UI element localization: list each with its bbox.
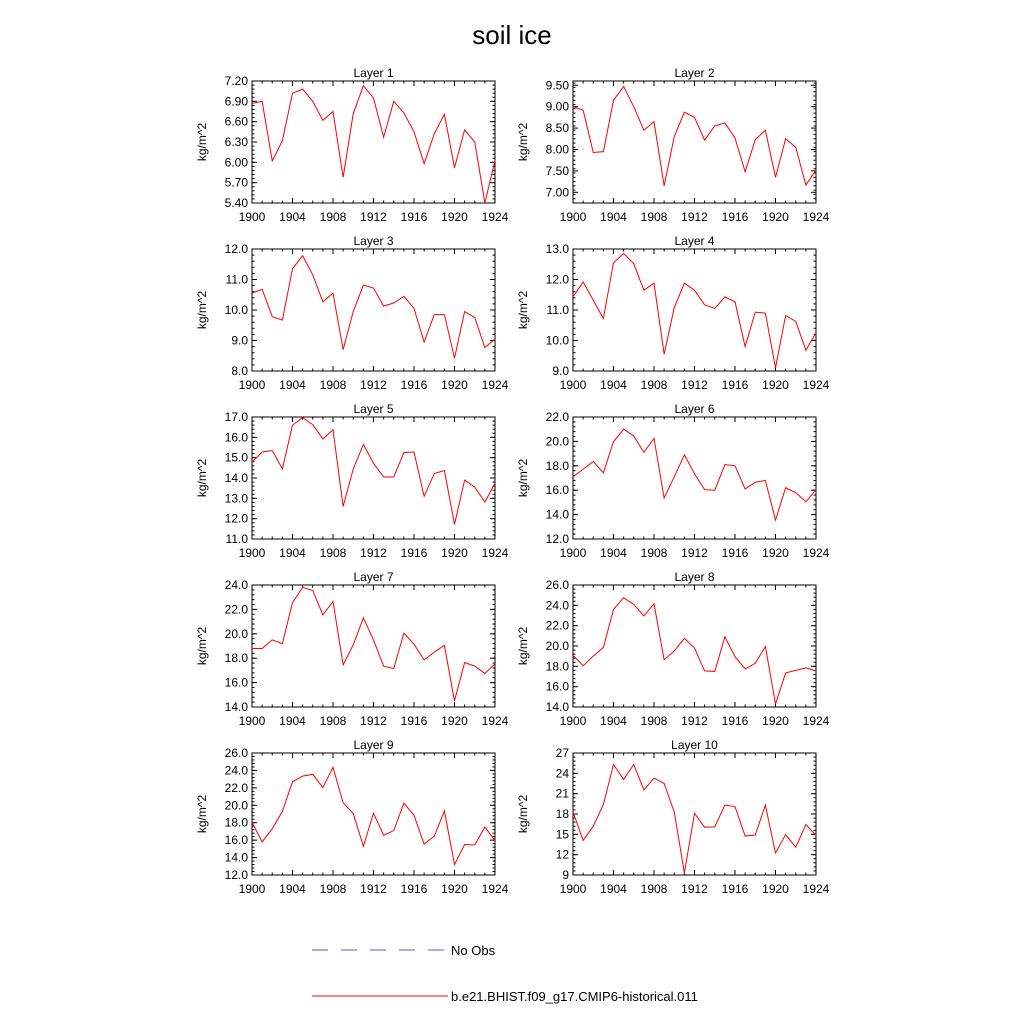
panel-layer-5 (195, 402, 509, 560)
y-tick-label: 22.0 (545, 618, 569, 633)
y-tick-label: 24.0 (224, 578, 248, 592)
x-tick-label: 1912 (360, 546, 387, 560)
panel-title: Layer 7 (353, 570, 394, 584)
plot-frame (573, 249, 816, 371)
x-tick-label: 1908 (319, 714, 347, 728)
y-axis-label: kg/m^2 (195, 122, 209, 162)
panel-title: Layer 4 (674, 234, 715, 248)
x-tick-label: 1908 (319, 210, 347, 224)
y-tick-label: 11.0 (546, 303, 569, 317)
panel-title: Layer 8 (674, 570, 715, 584)
x-tick-label: 1904 (600, 546, 627, 560)
plot-frame (573, 585, 816, 707)
x-tick-label: 1900 (559, 714, 587, 728)
x-tick-label: 1924 (481, 882, 509, 896)
legend (312, 943, 698, 1004)
x-tick-label: 1924 (802, 882, 830, 896)
x-tick-label: 1916 (400, 378, 428, 392)
y-axis-label: kg/m^2 (516, 290, 530, 330)
x-tick-label: 1904 (600, 882, 627, 896)
y-tick-label: 18 (555, 807, 569, 821)
series-line-layer-2 (573, 87, 816, 186)
x-tick-label: 1916 (400, 714, 428, 728)
y-axis-label: kg/m^2 (195, 458, 209, 498)
x-tick-label: 1912 (681, 546, 708, 560)
y-tick-label: 26.0 (545, 578, 569, 592)
y-tick-label: 26.0 (224, 746, 248, 760)
y-tick-label: 6.90 (224, 94, 248, 109)
x-tick-label: 1916 (721, 714, 749, 728)
x-tick-label: 1900 (559, 546, 587, 560)
y-tick-label: 7.20 (224, 74, 248, 88)
y-tick-label: 7.50 (545, 163, 569, 178)
y-axis-label: kg/m^2 (195, 290, 209, 330)
plot-frame (252, 249, 495, 371)
y-tick-label: 17.0 (224, 410, 248, 424)
x-tick-label: 1924 (481, 714, 509, 728)
y-tick-label: 15 (555, 827, 569, 842)
x-tick-label: 1912 (360, 714, 387, 728)
y-tick-label: 21 (555, 786, 569, 801)
y-tick-label: 18.0 (224, 815, 248, 830)
x-tick-label: 1920 (762, 882, 789, 896)
y-axis-label: kg/m^2 (195, 626, 209, 666)
plot-frame (573, 417, 816, 539)
y-tick-label: 10.0 (224, 303, 248, 317)
x-tick-label: 1924 (802, 378, 830, 392)
y-tick-label: 16.0 (224, 675, 248, 690)
x-tick-label: 1900 (238, 714, 266, 728)
series-line-layer-8 (573, 598, 816, 704)
x-tick-label: 1920 (762, 714, 789, 728)
series-line-layer-1 (252, 86, 495, 203)
y-tick-label: 14.0 (224, 471, 248, 485)
y-tick-label: 12 (555, 847, 569, 862)
x-tick-label: 1908 (640, 882, 668, 896)
y-axis-label: kg/m^2 (195, 794, 209, 834)
panel-title: Layer 6 (674, 402, 715, 416)
plot-frame (573, 81, 816, 203)
legend-label-no-obs: No Obs (451, 943, 496, 958)
x-tick-label: 1904 (279, 882, 306, 896)
y-tick-label: 20.0 (224, 626, 248, 641)
x-tick-label: 1900 (238, 546, 266, 560)
x-tick-label: 1904 (600, 714, 627, 728)
y-tick-label: 22.0 (224, 780, 248, 795)
x-tick-label: 1912 (681, 210, 708, 224)
y-tick-label: 20.0 (545, 434, 569, 449)
panel-layer-4 (516, 234, 830, 392)
y-tick-label: 11.0 (225, 532, 248, 546)
y-tick-label: 24 (555, 766, 569, 781)
panel-title: Layer 10 (671, 738, 718, 752)
y-tick-label: 20.0 (545, 639, 569, 653)
y-tick-label: 12.0 (224, 511, 248, 526)
x-tick-label: 1924 (802, 546, 830, 560)
x-tick-label: 1900 (238, 210, 266, 224)
y-tick-label: 9 (562, 868, 569, 882)
y-tick-label: 16.0 (224, 430, 248, 445)
y-axis-label: kg/m^2 (516, 626, 530, 666)
series-line-layer-9 (252, 767, 495, 864)
series-line-layer-5 (252, 418, 495, 525)
y-tick-label: 9.0 (231, 333, 248, 348)
x-tick-label: 1900 (559, 378, 587, 392)
y-tick-label: 5.40 (224, 196, 248, 210)
panel-title: Layer 3 (353, 234, 394, 248)
y-tick-label: 18.0 (224, 651, 248, 666)
y-tick-label: 24.0 (224, 763, 248, 778)
y-tick-label: 16.0 (224, 833, 248, 848)
panel-title: Layer 9 (353, 738, 394, 752)
x-tick-label: 1904 (600, 210, 627, 224)
x-tick-label: 1912 (360, 882, 387, 896)
x-tick-label: 1900 (559, 882, 587, 896)
y-tick-label: 9.00 (545, 99, 569, 114)
y-tick-label: 6.00 (224, 155, 248, 170)
y-tick-label: 16.0 (545, 483, 569, 498)
x-tick-label: 1912 (360, 378, 387, 392)
y-tick-label: 18.0 (545, 458, 569, 473)
y-tick-label: 13.0 (224, 491, 248, 506)
x-tick-label: 1924 (802, 210, 830, 224)
y-axis-label: kg/m^2 (516, 458, 530, 498)
y-tick-label: 14.0 (545, 507, 569, 522)
x-tick-label: 1908 (640, 546, 668, 560)
x-tick-label: 1916 (400, 210, 428, 224)
x-tick-label: 1908 (640, 714, 668, 728)
x-tick-label: 1908 (319, 882, 347, 896)
y-tick-label: 14.0 (224, 700, 248, 714)
x-tick-label: 1900 (238, 378, 266, 392)
y-tick-label: 24.0 (545, 598, 569, 613)
y-tick-label: 7.00 (545, 185, 569, 200)
y-tick-label: 9.0 (552, 364, 569, 378)
x-tick-label: 1900 (238, 882, 266, 896)
y-tick-label: 8.0 (231, 364, 248, 378)
x-tick-label: 1920 (762, 210, 789, 224)
series-line-layer-3 (252, 256, 495, 358)
x-tick-label: 1924 (481, 378, 509, 392)
y-tick-label: 11.0 (225, 272, 248, 287)
y-tick-label: 22.0 (545, 410, 569, 424)
series-line-layer-10 (573, 765, 816, 873)
x-tick-label: 1904 (600, 378, 627, 392)
y-tick-label: 10.0 (545, 333, 569, 348)
panel-layer-1 (195, 66, 509, 224)
x-tick-label: 1920 (762, 546, 789, 560)
x-tick-label: 1920 (441, 546, 468, 560)
legend-label-model: b.e21.BHIST.f09_g17.CMIP6-historical.011 (451, 989, 698, 1004)
y-tick-label: 5.70 (224, 175, 248, 190)
y-tick-label: 15.0 (224, 450, 248, 465)
y-tick-label: 8.50 (545, 121, 569, 136)
y-tick-label: 27 (555, 746, 569, 760)
series-line-layer-6 (573, 429, 816, 520)
panel-layer-3 (195, 234, 509, 392)
plot-frame (252, 417, 495, 539)
x-tick-label: 1920 (762, 378, 789, 392)
x-tick-label: 1916 (721, 546, 749, 560)
x-tick-label: 1924 (802, 714, 830, 728)
y-tick-label: 8.00 (545, 142, 569, 157)
x-tick-label: 1916 (721, 882, 749, 896)
x-tick-label: 1920 (441, 882, 468, 896)
x-tick-label: 1920 (441, 378, 468, 392)
x-tick-label: 1904 (279, 378, 306, 392)
x-tick-label: 1912 (681, 378, 708, 392)
plot-frame (252, 585, 495, 707)
x-tick-label: 1900 (559, 210, 587, 224)
y-tick-label: 14.0 (224, 850, 248, 865)
y-tick-label: 9.50 (545, 78, 569, 93)
panel-title: Layer 2 (674, 66, 715, 80)
panels (195, 66, 830, 896)
panel-layer-7 (195, 570, 509, 728)
x-tick-label: 1908 (640, 378, 668, 392)
legend-entry-model (312, 989, 698, 1004)
y-tick-label: 13.0 (545, 242, 569, 256)
panel-title: Layer 5 (353, 402, 394, 416)
x-tick-label: 1908 (640, 210, 668, 224)
y-axis-label: kg/m^2 (516, 122, 530, 162)
y-tick-label: 14.0 (545, 700, 569, 714)
legend-entry-no-obs (312, 943, 496, 958)
x-tick-label: 1912 (360, 210, 387, 224)
y-tick-label: 18.0 (545, 659, 569, 674)
x-tick-label: 1920 (441, 714, 468, 728)
y-tick-label: 12.0 (224, 242, 248, 256)
x-tick-label: 1920 (441, 210, 468, 224)
x-tick-label: 1904 (279, 714, 306, 728)
y-tick-label: 12.0 (545, 532, 569, 546)
y-tick-label: 12.0 (224, 868, 248, 882)
panel-layer-8 (516, 570, 830, 728)
panel-layer-6 (516, 402, 830, 560)
series-line-layer-7 (252, 587, 495, 700)
panel-layer-9 (195, 738, 509, 896)
x-tick-label: 1912 (681, 882, 708, 896)
x-tick-label: 1916 (400, 546, 428, 560)
x-tick-label: 1916 (721, 378, 749, 392)
series-line-layer-4 (573, 254, 816, 368)
y-tick-label: 16.0 (545, 679, 569, 694)
y-tick-label: 6.60 (224, 114, 248, 129)
figure-title: soil ice (472, 20, 552, 50)
x-tick-label: 1908 (319, 546, 347, 560)
x-tick-label: 1912 (681, 714, 708, 728)
y-tick-label: 12.0 (545, 272, 569, 287)
y-tick-label: 20.0 (224, 798, 248, 813)
x-tick-label: 1924 (481, 210, 509, 224)
panel-layer-2 (516, 66, 830, 224)
x-tick-label: 1916 (721, 210, 749, 224)
panel-layer-10 (516, 738, 830, 896)
y-tick-label: 6.30 (224, 135, 248, 149)
x-tick-label: 1908 (319, 378, 347, 392)
y-tick-label: 22.0 (224, 602, 248, 617)
x-tick-label: 1916 (400, 882, 428, 896)
x-tick-label: 1904 (279, 546, 306, 560)
x-tick-label: 1904 (279, 210, 306, 224)
x-tick-label: 1924 (481, 546, 509, 560)
panel-title: Layer 1 (353, 66, 394, 80)
y-axis-label: kg/m^2 (516, 794, 530, 834)
